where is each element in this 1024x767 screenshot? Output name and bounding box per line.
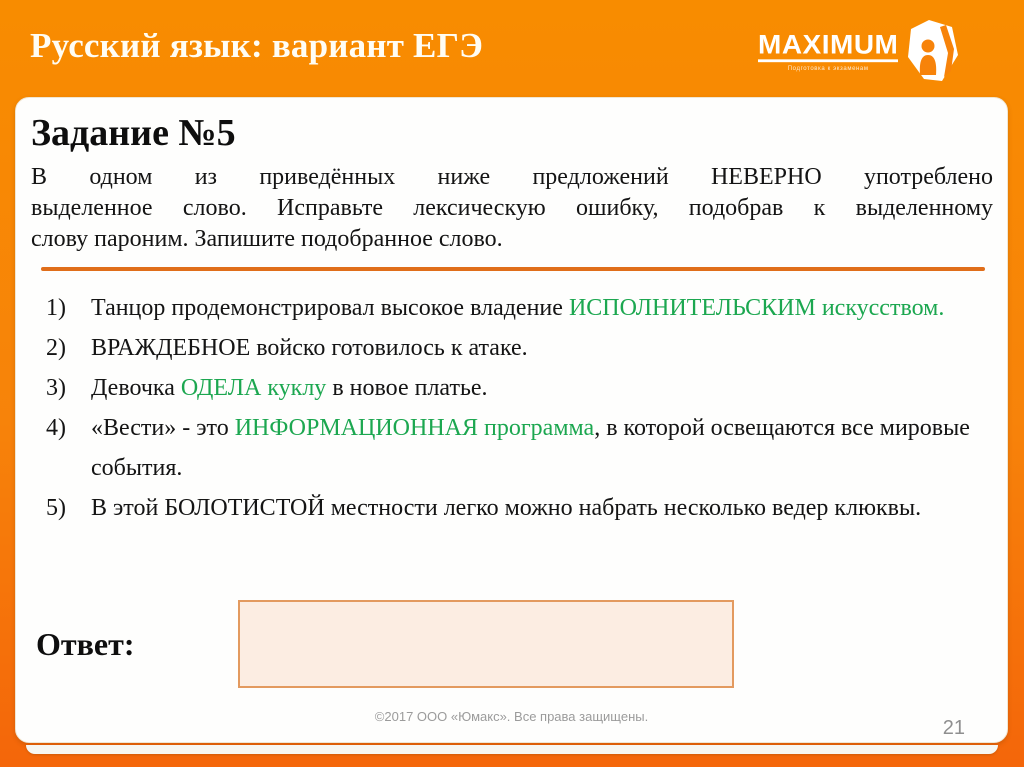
task-description-line: В одном из приведённых ниже предложений НЕВЕРНО употреблено (31, 164, 993, 190)
option-number: 5) (46, 495, 66, 521)
option-text-segment: ВРАЖДЕБНОЕ войско готовилось к атаке. (91, 335, 528, 361)
highlighted-word: ИНФОРМАЦИОННАЯ программа (234, 415, 595, 441)
list-item (46, 328, 989, 368)
list-item (46, 408, 989, 488)
maximum-logo-tagline: Подготовка к экзаменам (787, 65, 869, 72)
maximum-logo-wordmark: MAXIMUM (758, 31, 898, 63)
page-number: 21 (942, 717, 965, 739)
maximum-shield-icon (902, 19, 960, 83)
separator-line (41, 267, 985, 271)
maximum-logo (758, 18, 978, 84)
option-number: 3) (46, 375, 66, 401)
copyright-text: ©2017 ООО «Юмакс». Все права защищены. (374, 709, 649, 724)
task-description-line: слову пароним. Запишите подобранное слово. (31, 226, 503, 252)
option-text (91, 368, 989, 408)
option-text (91, 488, 989, 528)
answer-input[interactable] (238, 600, 734, 688)
list-item (46, 288, 989, 328)
answer-row (36, 600, 734, 688)
list-item (46, 368, 989, 408)
maximum-logo-text-block (758, 30, 898, 71)
task-description (31, 162, 993, 255)
header-bar (0, 0, 1024, 97)
option-text (91, 328, 989, 368)
content-card (15, 97, 1008, 743)
option-text-segment: , в которой освещаются все мировые события. (91, 415, 970, 481)
option-text (91, 408, 989, 488)
page-title: Русский язык: вариант ЕГЭ (30, 26, 484, 65)
answer-label: Ответ: (36, 625, 135, 662)
option-number: 1) (46, 295, 66, 321)
option-number: 2) (46, 335, 66, 361)
highlighted-word: ОДЕЛА куклу (180, 375, 327, 401)
highlighted-word: ИСПОЛНИТЕЛЬСКИМ искусством. (568, 295, 945, 321)
task-description-line: выделенное слово. Исправьте лексическую ошибку, подобрав к выделенному (31, 195, 993, 221)
option-text-segment: Девочка (91, 375, 181, 401)
option-text-segment: в новое платье. (326, 375, 488, 401)
option-text-segment: В этой БОЛОТИСТОЙ местности легко можно набрать несколько ведер клюквы. (91, 495, 922, 521)
list-item (46, 488, 989, 528)
task-heading: Задание №5 (31, 112, 236, 154)
stacked-sheet (26, 745, 998, 754)
option-number: 4) (46, 415, 66, 441)
option-text-segment: Танцор продемонстрировал высокое владение (91, 295, 569, 321)
option-text-segment: «Вести» - это (91, 415, 235, 441)
option-text (91, 288, 989, 328)
options-list (31, 288, 989, 528)
